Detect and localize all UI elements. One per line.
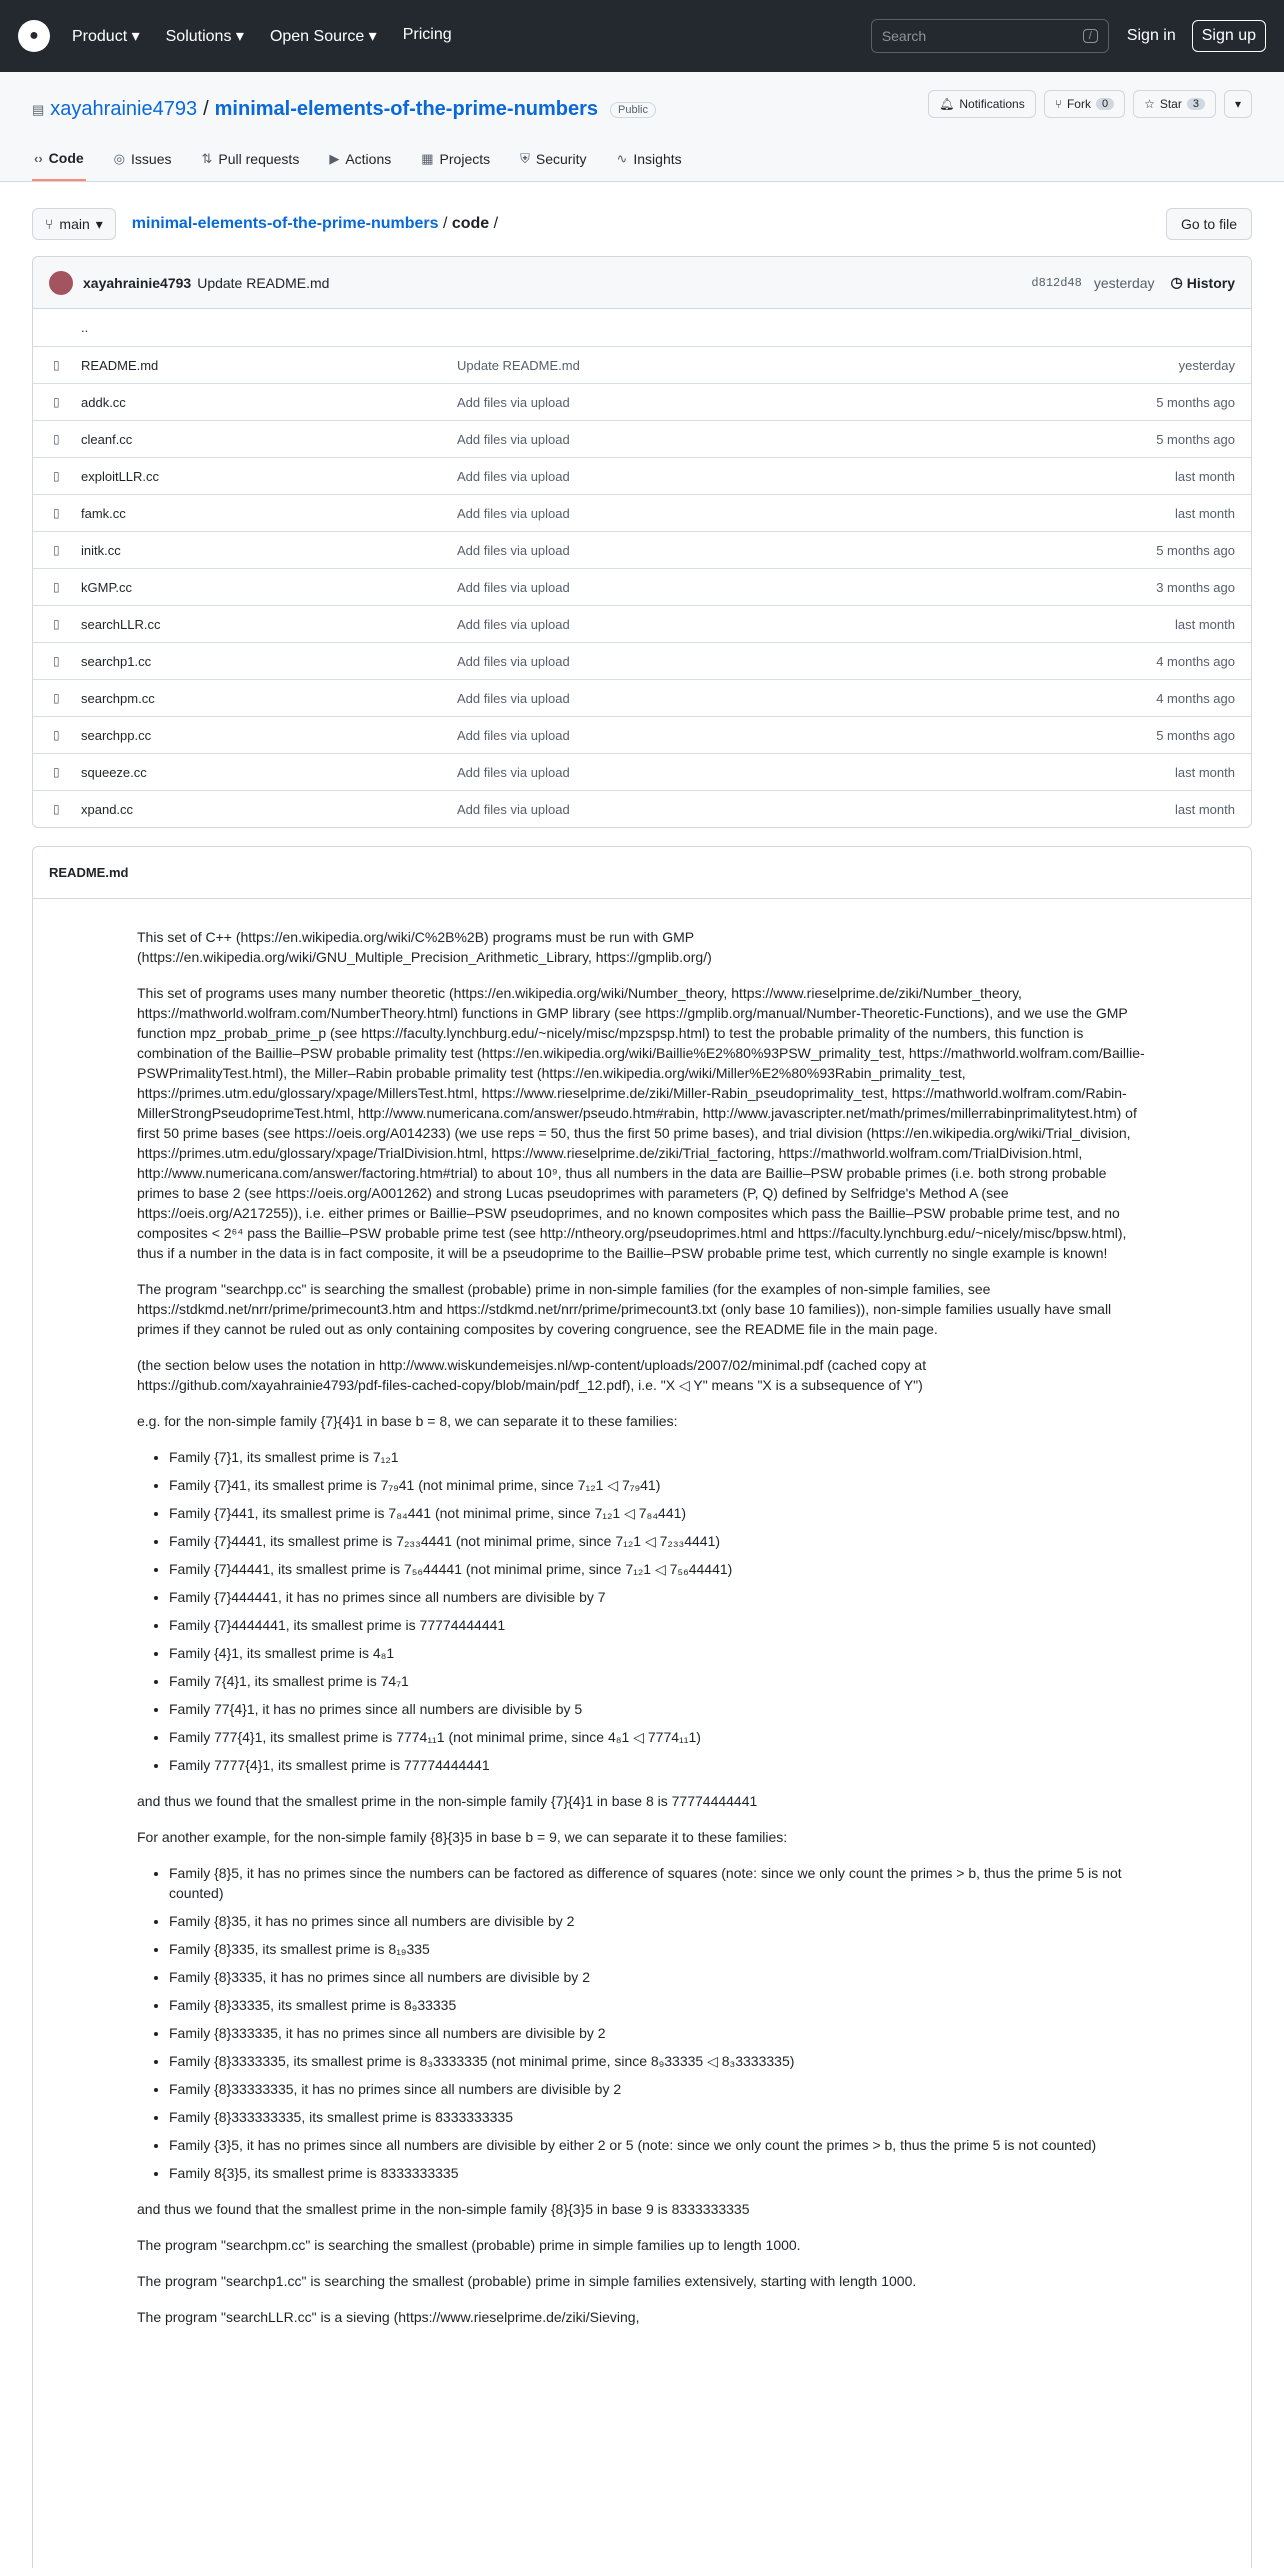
list-item: • Family {7}41, its smallest prime is 7₇₉41 (not minimal prime, since 7₁₂1 ◁ 7₇₉41)	[169, 1475, 1145, 1495]
global-header	[0, 0, 1284, 72]
tab-security[interactable]: ⛨ Security	[520, 151, 587, 167]
list-item: • Family {8}333335, it has no primes since all numbers are divisible by 2	[169, 2023, 1145, 2043]
readme-paragraph: The program "searchLLR.cc" is a sieving (https://www.rieselprime.de/ziki/Sieving,	[137, 2309, 640, 2325]
list-item: • Family {8}3335, it has no primes since all numbers are divisible by 2	[169, 1967, 1145, 1987]
file-icon: ▯	[53, 395, 60, 409]
fork-button[interactable]: ⑂ Fork 0	[1044, 90, 1125, 118]
file-name-link[interactable]: README.md	[81, 357, 159, 373]
file-icon: ▯	[53, 802, 60, 816]
file-age: 5 months ago	[1156, 542, 1235, 558]
file-icon: ▯	[53, 617, 60, 631]
commit-sha[interactable]: d812d48	[1031, 275, 1082, 290]
star-icon: ☆	[1144, 97, 1155, 111]
list-item: • Family {8}335, its smallest prime is 8₁₉335	[169, 1939, 1145, 1959]
file-commit-message[interactable]: Add files via upload	[457, 505, 570, 521]
file-icon: ▯	[53, 765, 60, 779]
list-item: • Family {7}1, its smallest prime is 7₁₂1	[169, 1447, 1145, 1467]
table-row[interactable]	[33, 679, 1251, 716]
pull-request-icon: ⇅	[201, 151, 213, 166]
list-item: • Family {3}5, it has no primes since all numbers are divisible by either 2 or 5 (note: since we only count the primes > b, thus the prime 5 is not counted)	[169, 2135, 1145, 2155]
issue-icon: ◎	[113, 151, 126, 166]
list-item: • Family {7}444441, it has no primes since all numbers are divisible by 7	[169, 1587, 1145, 1607]
table-row[interactable]	[33, 457, 1251, 494]
list-item: • Family {8}3333335, its smallest prime is 8₃3333335 (not minimal prime, since 8₉33335 ◁ 8₃3333335)	[169, 2051, 1145, 2071]
history-icon: ◷	[1170, 274, 1183, 290]
file-name-link[interactable]: exploitLLR.cc	[81, 468, 160, 484]
search-shortcut-key: /	[1083, 29, 1098, 43]
list-item: • Family {7}441, its smallest prime is 7₈₄441 (not minimal prime, since 7₁₂1 ◁ 7₈₄441)	[169, 1503, 1145, 1523]
table-row[interactable]	[33, 790, 1251, 827]
path-separator: /	[203, 98, 209, 120]
list-item: • Family {8}33333335, it has no primes since all numbers are divisible by 2	[169, 2079, 1145, 2099]
star-button[interactable]: ☆ Star 3	[1133, 90, 1216, 118]
file-age: 5 months ago	[1156, 431, 1235, 447]
list-item: • Family {4}1, its smallest prime is 4₈1	[169, 1643, 1145, 1663]
file-name-link[interactable]: addk.cc	[81, 394, 126, 410]
file-commit-message[interactable]: Add files via upload	[457, 431, 570, 447]
list-item: • Family {8}5, it has no primes since the numbers can be factored as difference of squares (note: since we only count the primes > b, thus the prime 5 is not counted)	[169, 1863, 1145, 1903]
readme-paragraph: The program "searchpp.cc" is searching the smallest (probable) prime in non-simple families (for the examples of non-simple families, see https://stdkmd.net/nrr/prime/primecount3.htm and https://stdkmd.net/nrr/prime/primecount3.txt (only base 10 families)), non-simple families usually have small primes if they cannot be ruled out as only containing composites by covering congruence, see the README file in the main page.	[137, 1281, 1112, 1337]
file-name-link[interactable]: xpand.cc	[81, 801, 134, 817]
tab-issues[interactable]: ◎ Issues	[113, 151, 172, 167]
file-name-link[interactable]: squeeze.cc	[81, 764, 147, 780]
file-commit-message[interactable]: Update README.md	[457, 357, 580, 373]
bell-icon: 🔔︎	[939, 97, 955, 111]
file-icon: ▯	[53, 358, 60, 372]
file-name-link[interactable]: famk.cc	[81, 505, 126, 521]
file-table	[32, 256, 1252, 828]
file-commit-message[interactable]: Add files via upload	[457, 468, 570, 484]
file-name-link[interactable]: searchpp.cc	[81, 727, 152, 743]
chevron-down-icon: ▾	[1234, 97, 1241, 111]
readme-paragraph: The program "searchp1.cc" is searching the smallest (probable) prime in simple families extensively, starting with length 1000.	[137, 2273, 917, 2289]
repo-owner-link[interactable]: xayahrainie4793	[50, 98, 198, 120]
file-age: 4 months ago	[1156, 690, 1235, 706]
play-icon: ▶	[329, 151, 340, 166]
nav-product[interactable]: Product ▾	[72, 28, 140, 45]
file-age: 4 months ago	[1156, 653, 1235, 669]
search-input[interactable]: Search /	[871, 19, 1109, 53]
branch-icon: ⑂	[45, 216, 54, 232]
file-name-link[interactable]: ..	[81, 320, 89, 335]
breadcrumb: minimal-elements-of-the-prime-numbers / code /	[131, 215, 499, 232]
tab-insights[interactable]: ∿ Insights	[616, 151, 682, 167]
commit-author[interactable]: xayahrainie4793	[83, 274, 192, 291]
file-age: last month	[1175, 616, 1235, 632]
readme-paragraph: This set of C++ (https://en.wikipedia.org/wiki/C%2B%2B) programs must be run with GMP (https://en.wikipedia.org/wiki/GNU_Multiple_Precision_Arithmetic_Library, https://gmplib.org/)	[137, 929, 712, 965]
file-icon: ▯	[53, 432, 60, 446]
file-name-link[interactable]: searchLLR.cc	[81, 616, 161, 632]
table-row[interactable]	[33, 568, 1251, 605]
table-row[interactable]	[33, 753, 1251, 790]
graph-icon: ∿	[616, 151, 628, 166]
readme-paragraph: e.g. for the non-simple family {7}{4}1 in base b = 8, we can separate it to these families:	[137, 1413, 678, 1429]
file-age: 5 months ago	[1156, 727, 1235, 743]
file-icon: ▯	[53, 543, 60, 557]
breadcrumb-repo-link[interactable]: minimal-elements-of-the-prime-numbers	[131, 215, 439, 232]
code-icon: ‹›	[34, 150, 43, 166]
repo-tabs	[32, 150, 684, 181]
notifications-button[interactable]: 🔔︎ Notifications	[928, 90, 1036, 118]
repo-title	[32, 98, 656, 121]
breadcrumb-current-dir: code	[451, 215, 490, 232]
list-item: • Family {8}333333335, its smallest prime is 8333333335	[169, 2107, 1145, 2127]
repo-header	[0, 72, 1284, 182]
file-age: last month	[1175, 468, 1235, 484]
readme-paragraph: For another example, for the non-simple family {8}{3}5 in base b = 9, we can separate it to these families:	[137, 1829, 788, 1845]
readme-paragraph: This set of programs uses many number theoretic (https://en.wikipedia.org/wiki/Number_theory, https://www.rieselprime.de/ziki/Number_theory, https://mathworld.wolfram.com/NumberTheory.html) functions in GMP library (see https://gmplib.org/manual/Number-Theoretic-Functions), and we use the GMP function mpz_probab_prime_p (see https://faculty.lynchburg.edu/~nicely/misc/mpzspsp.html) to test the probable primality of the numbers, this function is combination of the Baillie–PSW probable primality test (https://en.wikipedia.org/wiki/Baillie%E2%80%93PSW_primality_test, https://mathworld.wolfram.com/Baillie-PSWPrimalityTest.html), the Miller–Rabin probable primality test (https://en.wikipedia.org/wiki/Miller%E2%80%93Rabin_primality_test, https://primes.utm.edu/glossary/xpage/MillersTest.html, https://www.rieselprime.de/ziki/Miller-Rabin_pseudoprimality_test, https://mathworld.wolfram.com/Rabin-MillerStrongPseudoprimeTest.html, http://www.numericana.com/answer/pseudo.htm#rabin, http://www.javascripter.net/math/primes/millerrabinprimalitytest.htm) of first 50 prime bases (see https://oeis.org/A014233) (we use reps = 50, thus the first 50 prime bases), and trial division (https://en.wikipedia.org/wiki/Trial_division, https://primes.utm.edu/glossary/xpage/TrialDivision.html, https://www.rieselprime.de/ziki/Trial_factoring, https://mathworld.wolfram.com/TrialDivision.html, http://www.numericana.com/answer/factoring.htm#trial) to about 10⁹, thus all numbers in the data are Baillie–PSW probable primes (i.e. both strong probable primes to base 2 (see https://oeis.org/A001262) and strong Lucas pseudoprimes with parameters (P, Q) defined by Selfridge's Method A (see https://oeis.org/A217255)), i.e. either primes or Baillie–PSW pseudoprimes, and no known composites which pass the Baillie–PSW probable prime test, and no composites < 2⁶⁴ pass the Baillie–PSW probable prime test (see http://ntheory.org/pseudoprimes.html and https://faculty.lynchburg.edu/~nicely/misc/bpsw.html), thus if a number in the data is in fact composite, it will be a pseudoprime to the Baillie–PSW probable prime test, which currently no single example is known!	[137, 985, 1145, 1261]
list-item: • Family {7}4441, its smallest prime is 7₂₃₃4441 (not minimal prime, since 7₁₂1 ◁ 7₂₃₃4441)	[169, 1531, 1145, 1551]
table-row[interactable]	[33, 383, 1251, 420]
tab-actions[interactable]: ▶ Actions	[329, 151, 392, 167]
file-commit-message[interactable]: Add files via upload	[457, 690, 570, 706]
chevron-down-icon: ▾	[95, 215, 103, 232]
table-row[interactable]	[33, 716, 1251, 753]
file-name-link[interactable]: searchp1.cc	[81, 653, 152, 669]
shield-icon: ⛨	[520, 151, 530, 166]
github-logo-icon[interactable]: ●	[18, 20, 50, 52]
file-icon: ▯	[53, 580, 60, 594]
fork-count: 0	[1096, 98, 1114, 110]
branch-selector[interactable]: ⑂ main ▾	[32, 208, 116, 240]
file-name-link[interactable]: kGMP.cc	[81, 579, 133, 595]
avatar[interactable]	[49, 271, 73, 295]
file-nav-bar	[32, 206, 1252, 242]
list-item: • Family {7}44441, its smallest prime is 7₅₆44441 (not minimal prime, since 7₁₂1 ◁ 7₅₆44441)	[169, 1559, 1145, 1579]
latest-commit	[33, 257, 1251, 309]
table-row[interactable]	[33, 642, 1251, 679]
repo-name-link[interactable]: minimal-elements-of-the-prime-numbers	[214, 98, 599, 120]
repo-action-group	[928, 90, 1252, 118]
list-item: • Family 8{3}5, its smallest prime is 8333333335	[169, 2163, 1145, 2183]
file-commit-message[interactable]: Add files via upload	[457, 801, 570, 817]
file-icon: ▯	[53, 506, 60, 520]
visibility-badge: Public	[610, 102, 656, 118]
family-list-1	[137, 1447, 1145, 1775]
sign-up-button[interactable]: Sign up	[1192, 20, 1266, 52]
table-row[interactable]	[33, 494, 1251, 531]
file-commit-message[interactable]: Add files via upload	[457, 579, 570, 595]
table-row[interactable]	[33, 420, 1251, 457]
file-commit-message[interactable]: Add files via upload	[457, 727, 570, 743]
readme-paragraph: The program "searchpm.cc" is searching the smallest (probable) prime in simple families up to length 1000.	[137, 2237, 801, 2253]
readme-paragraph: (the section below uses the notation in http://www.wiskundemeisjes.nl/wp-content/uploads/2007/02/minimal.pdf (cached copy at https://github.com/xayahrainie4793/pdf-files-cached-copy/blob/main/pdf_12.pdf), i.e. "X ◁ Y" means "X is a subsequence of Y")	[137, 1357, 927, 1393]
file-age: last month	[1175, 801, 1235, 817]
file-age: 5 months ago	[1156, 394, 1235, 410]
readme-title: README.md	[33, 847, 1251, 899]
table-row[interactable]	[33, 346, 1251, 383]
file-commit-message[interactable]: Add files via upload	[457, 653, 570, 669]
file-icon: ▯	[53, 728, 60, 742]
star-count: 3	[1187, 98, 1205, 110]
file-name-link[interactable]: initk.cc	[81, 542, 121, 558]
commit-time: yesterday	[1093, 274, 1155, 291]
list-item: • Family {7}4444441, its smallest prime is 77774444441	[169, 1615, 1145, 1635]
tab-projects[interactable]: ▦ Projects	[421, 151, 491, 167]
readme-paragraph: and thus we found that the smallest prime in the non-simple family {8}{3}5 in base 9 is 8333333335	[137, 2201, 750, 2217]
file-icon: ▯	[53, 654, 60, 668]
list-item: • Family 77{4}1, it has no primes since all numbers are divisible by 5	[169, 1699, 1145, 1719]
global-nav	[72, 26, 452, 46]
table-row[interactable]	[33, 309, 1251, 346]
list-item: • Family {8}35, it has no primes since all numbers are divisible by 2	[169, 1911, 1145, 1931]
nav-open-source[interactable]: Open Source ▾	[269, 28, 377, 45]
readme-paragraph: and thus we found that the smallest prime in the non-simple family {7}{4}1 in base 8 is 77774444441	[137, 1793, 758, 1809]
list-item: • Family 777{4}1, its smallest prime is 7774₁₁1 (not minimal prime, since 4₈1 ◁ 7774₁₁1)	[169, 1727, 1145, 1747]
file-age: yesterday	[1178, 357, 1235, 373]
file-age: 3 months ago	[1156, 579, 1235, 595]
history-link[interactable]: ◷ History	[1170, 274, 1235, 291]
list-item: • Family 7{4}1, its smallest prime is 74₇1	[169, 1671, 1145, 1691]
list-item: • Family 7777{4}1, its smallest prime is 77774444441	[169, 1755, 1145, 1775]
file-commit-message[interactable]: Add files via upload	[457, 542, 570, 558]
file-commit-message[interactable]: Add files via upload	[457, 394, 570, 410]
file-list	[33, 309, 1251, 827]
readme-panel	[32, 846, 1252, 2568]
nav-solutions[interactable]: Solutions ▾	[165, 28, 244, 45]
commit-message[interactable]: Update README.md	[197, 274, 330, 291]
star-dropdown-button[interactable]	[1224, 90, 1252, 118]
go-to-file-button[interactable]: Go to file	[1166, 208, 1252, 240]
file-commit-message[interactable]: Add files via upload	[457, 764, 570, 780]
file-name-link[interactable]: cleanf.cc	[81, 431, 133, 447]
repo-icon: ▤	[32, 101, 45, 117]
table-row[interactable]	[33, 531, 1251, 568]
file-age: last month	[1175, 764, 1235, 780]
sign-in-link[interactable]: Sign in	[1126, 27, 1176, 44]
table-icon: ▦	[421, 151, 434, 166]
list-item: • Family {8}33335, its smallest prime is 8₉33335	[169, 1995, 1145, 2015]
nav-pricing[interactable]: Pricing	[402, 26, 452, 43]
table-row[interactable]	[33, 605, 1251, 642]
tab-pull-requests[interactable]: ⇅ Pull requests	[201, 151, 300, 167]
file-name-link[interactable]: searchpm.cc	[81, 690, 155, 706]
tab-code[interactable]: ‹› Code	[32, 150, 86, 181]
file-icon: ▯	[53, 469, 60, 483]
file-age: last month	[1175, 505, 1235, 521]
readme-body	[33, 899, 1251, 2327]
fork-icon: ⑂	[1054, 97, 1062, 111]
family-list-2	[137, 1863, 1145, 2183]
file-icon: ▯	[53, 691, 60, 705]
file-commit-message[interactable]: Add files via upload	[457, 616, 570, 632]
